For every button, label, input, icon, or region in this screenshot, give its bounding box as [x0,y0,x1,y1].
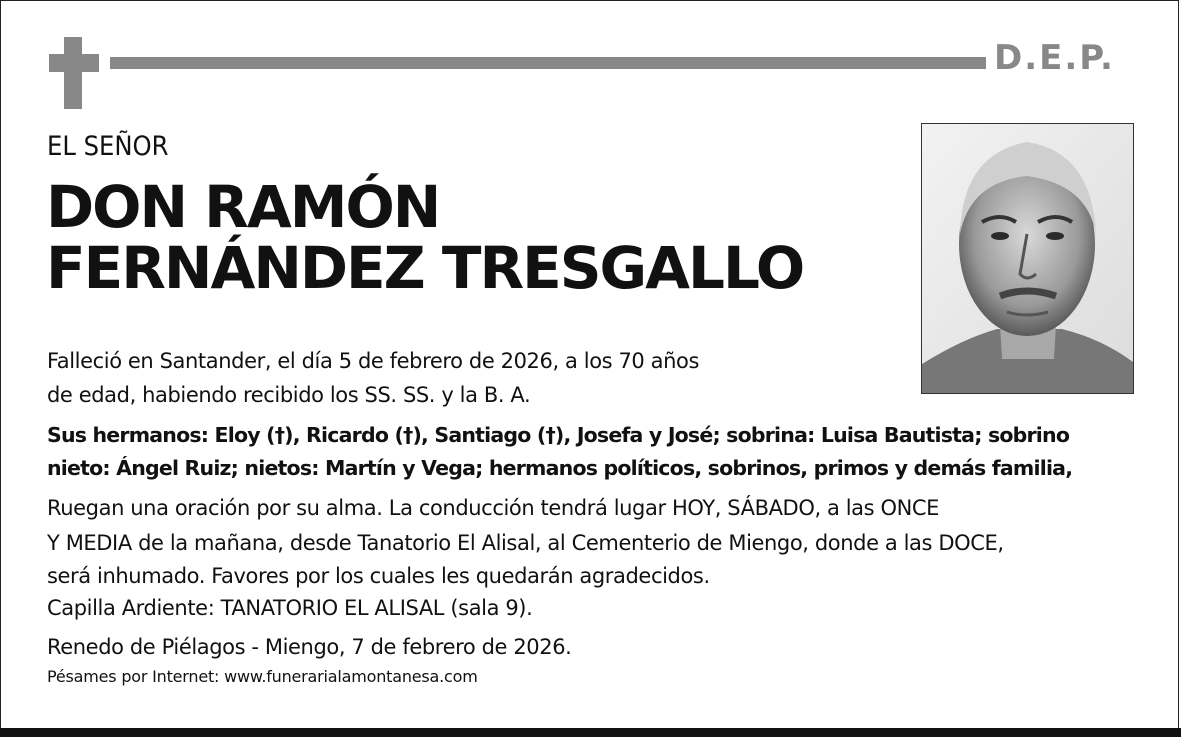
honorific: EL SEÑOR [47,131,169,162]
prayer-line-1: Ruegan una oración por su alma. La conducción tendrá lugar HOY, SÁBADO, a las ONCE [47,496,940,520]
bottom-border [0,728,1181,737]
header-rule [110,57,986,69]
death-info-line-2: de edad, habiendo recibido los SS. SS. y la B. A. [47,383,531,407]
deceased-name-line-2: FERNÁNDEZ TRESGALLO [46,234,804,302]
chapel-line: Capilla Ardiente: TANATORIO EL ALISAL (sala 9). [47,596,533,620]
cross-icon [64,37,82,109]
dep-label: D.E.P. [994,38,1115,78]
cross-icon-arm [49,54,99,72]
portrait-photo [921,123,1134,394]
portrait-image [922,124,1133,393]
family-line-1: Sus hermanos: Eloy (†), Ricardo (†), Santiago (†), Josefa y José; sobrina: Luisa Bautista; sobrino [47,423,1070,447]
deceased-name [46,173,804,302]
place-date: Renedo de Piélagos - Miengo, 7 de febrero de 2026. [47,635,572,659]
deceased-name-line-1: DON RAMÓN [46,173,440,241]
family-line-2: nieto: Ángel Ruiz; nietos: Martín y Vega; hermanos políticos, sobrinos, primos y demás familia, [47,456,1073,480]
prayer-line-3: será inhumado. Favores por los cuales les quedarán agradecidos. [47,564,710,588]
death-info-line-1: Falleció en Santander, el día 5 de febrero de 2026, a los 70 años [47,349,700,373]
prayer-line-2: Y MEDIA de la mañana, desde Tanatorio El Alisal, al Cementerio de Miengo, donde a las DOCE, [47,531,1004,555]
condolences-line: Pésames por Internet: www.funerarialamontanesa.com [47,667,478,686]
